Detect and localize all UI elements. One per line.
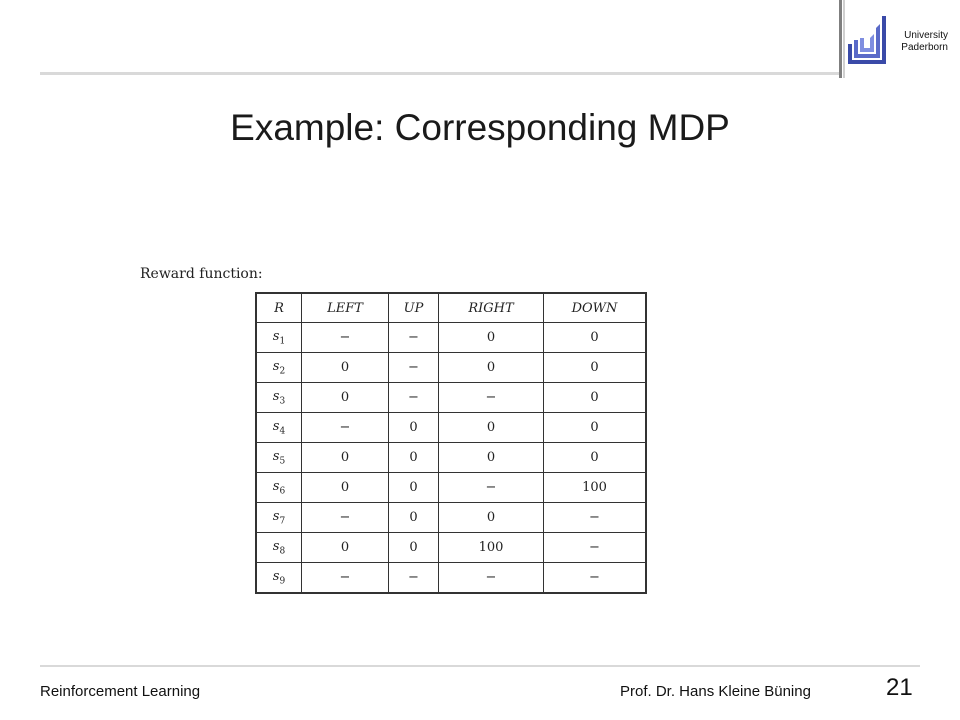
table-row xyxy=(256,383,646,413)
reward-cell-up: 0 xyxy=(389,443,439,473)
reward-cell-left: 0 xyxy=(302,353,389,383)
reward-cell-right: 0 xyxy=(439,413,544,443)
university-logo-icon xyxy=(846,14,888,68)
reward-cell-up: 0 xyxy=(389,473,439,503)
reward-cell-left: − xyxy=(302,323,389,353)
reward-table-header-row xyxy=(256,293,646,323)
reward-cell-up: 0 xyxy=(389,503,439,533)
reward-cell-left: 0 xyxy=(302,473,389,503)
header-rule xyxy=(40,72,840,75)
reward-cell-down: − xyxy=(544,533,647,563)
header-divider-shadow xyxy=(843,0,845,78)
table-row xyxy=(256,323,646,353)
state-cell: $s_1$ xyxy=(256,323,302,353)
table-row xyxy=(256,563,646,594)
footer-rule xyxy=(40,665,920,667)
header-down: DOWN xyxy=(544,293,647,323)
reward-cell-up: 0 xyxy=(389,413,439,443)
reward-cell-right: 100 xyxy=(439,533,544,563)
university-line1: University xyxy=(904,30,948,41)
reward-cell-down: 0 xyxy=(544,413,647,443)
reward-cell-right: − xyxy=(439,383,544,413)
reward-cell-right: 0 xyxy=(439,323,544,353)
reward-cell-left: − xyxy=(302,413,389,443)
reward-cell-up: − xyxy=(389,563,439,594)
footer-course-title: Reinforcement Learning xyxy=(40,683,201,700)
reward-cell-left: 0 xyxy=(302,383,389,413)
table-row xyxy=(256,503,646,533)
state-cell: $s_8$ xyxy=(256,533,302,563)
header-up: UP xyxy=(389,293,439,323)
state-cell: $s_5$ xyxy=(256,443,302,473)
page-number: 21 xyxy=(886,674,913,701)
table-row xyxy=(256,353,646,383)
table-row xyxy=(256,443,646,473)
reward-cell-up: 0 xyxy=(389,533,439,563)
state-cell: $s_4$ xyxy=(256,413,302,443)
reward-cell-down: 0 xyxy=(544,323,647,353)
reward-function-label: Reward function: xyxy=(140,266,263,282)
university-line2: Paderborn xyxy=(901,42,948,53)
reward-table-body xyxy=(256,323,646,594)
reward-table xyxy=(255,292,647,594)
reward-cell-right: − xyxy=(439,563,544,594)
slide-title: Example: Corresponding MDP xyxy=(230,107,730,148)
reward-cell-down: 0 xyxy=(544,443,647,473)
header-left: LEFT xyxy=(302,293,389,323)
footer-author: Prof. Dr. Hans Kleine Büning xyxy=(620,683,811,700)
table-row xyxy=(256,413,646,443)
state-cell: $s_3$ xyxy=(256,383,302,413)
header-divider xyxy=(839,0,842,78)
reward-cell-down: − xyxy=(544,563,647,594)
reward-cell-right: − xyxy=(439,473,544,503)
state-cell: $s_6$ xyxy=(256,473,302,503)
reward-cell-down: 100 xyxy=(544,473,647,503)
reward-cell-left: 0 xyxy=(302,443,389,473)
table-row xyxy=(256,473,646,503)
reward-cell-right: 0 xyxy=(439,353,544,383)
state-cell: $s_9$ xyxy=(256,563,302,594)
table-row xyxy=(256,533,646,563)
reward-cell-left: 0 xyxy=(302,533,389,563)
reward-cell-up: − xyxy=(389,323,439,353)
header-right: RIGHT xyxy=(439,293,544,323)
reward-cell-left: − xyxy=(302,563,389,594)
reward-cell-right: 0 xyxy=(439,503,544,533)
reward-cell-left: − xyxy=(302,503,389,533)
header-r: R xyxy=(256,293,302,323)
reward-cell-down: 0 xyxy=(544,353,647,383)
reward-cell-up: − xyxy=(389,353,439,383)
reward-cell-down: − xyxy=(544,503,647,533)
reward-cell-up: − xyxy=(389,383,439,413)
reward-cell-down: 0 xyxy=(544,383,647,413)
state-cell: $s_7$ xyxy=(256,503,302,533)
university-name xyxy=(888,30,948,54)
reward-cell-right: 0 xyxy=(439,443,544,473)
state-cell: $s_2$ xyxy=(256,353,302,383)
